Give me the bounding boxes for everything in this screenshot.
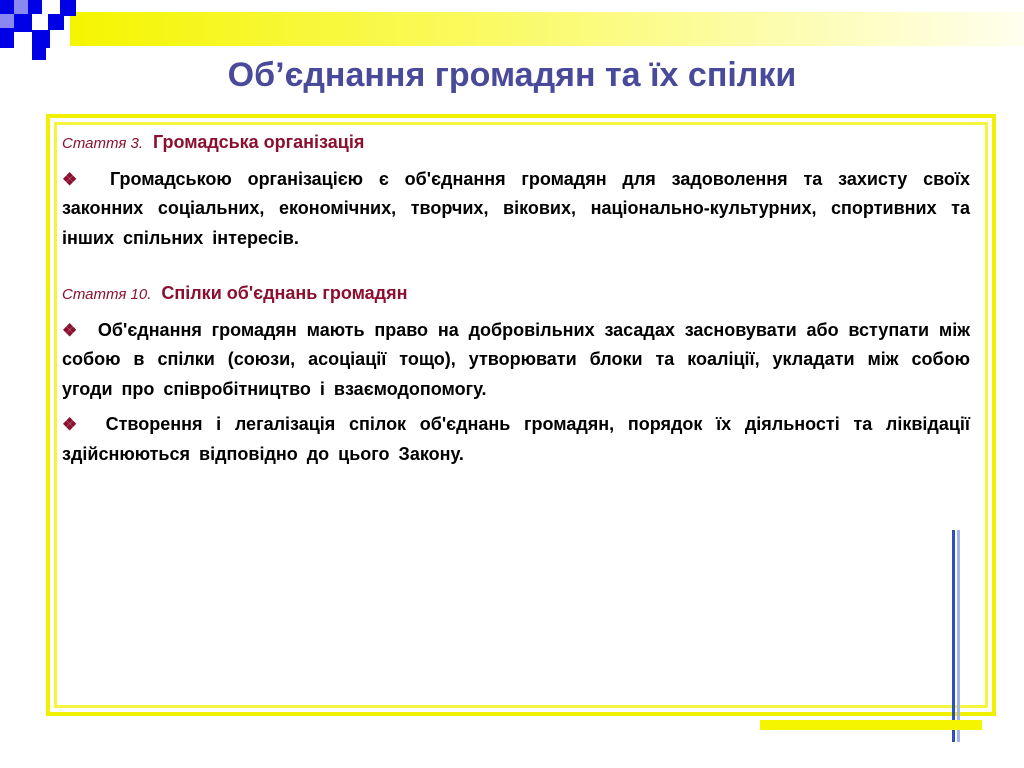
article-10-title: Спілки об'єднань громадян (161, 283, 408, 303)
article-10-paragraph-2-text: Створення і легалізація спілок об'єднань громадян, порядок їх діяльності та ліквідації здійснюються відповідно до цього Закону. (62, 414, 970, 464)
decor-vertical-line (952, 530, 955, 742)
page-title: Об’єднання громадян та їх спілки (227, 56, 797, 94)
decor-vertical-line (957, 530, 960, 742)
article-3-number: Стаття 3. (62, 135, 144, 152)
article-10-number: Стаття 10. (62, 286, 152, 303)
diamond-bullet-icon: ❖ (62, 320, 79, 340)
article-3-title: Громадська організація (153, 132, 365, 152)
footer-accent-bar (760, 720, 982, 730)
diamond-bullet-icon: ❖ (62, 415, 82, 434)
article-10-paragraph-2 (62, 410, 970, 469)
article-3-paragraph-text: Громадською організацією є об'єднання громадян для задоволення та захисту своїх законних соціальних, економічних, творчих, вікових, національно-культурних, спортивних та інших спільних інтересів. (62, 168, 970, 248)
article-10-paragraph-1-text: Об'єднання громадян мають право на добровільних засадах засновувати або вступати між собою в спілки (союзи, асоціації тощо), утворювати блоки та коаліції, укладати між собою угоди про співробітництво і взаємодопомогу. (62, 319, 970, 399)
article-10-heading (62, 279, 970, 310)
article-3-heading (62, 128, 970, 159)
article-3-paragraph (62, 165, 970, 254)
header-accent-bar (70, 12, 1024, 46)
diamond-bullet-icon: ❖ (62, 169, 85, 189)
slide-content (62, 128, 970, 469)
article-10-paragraph-1 (62, 316, 970, 405)
